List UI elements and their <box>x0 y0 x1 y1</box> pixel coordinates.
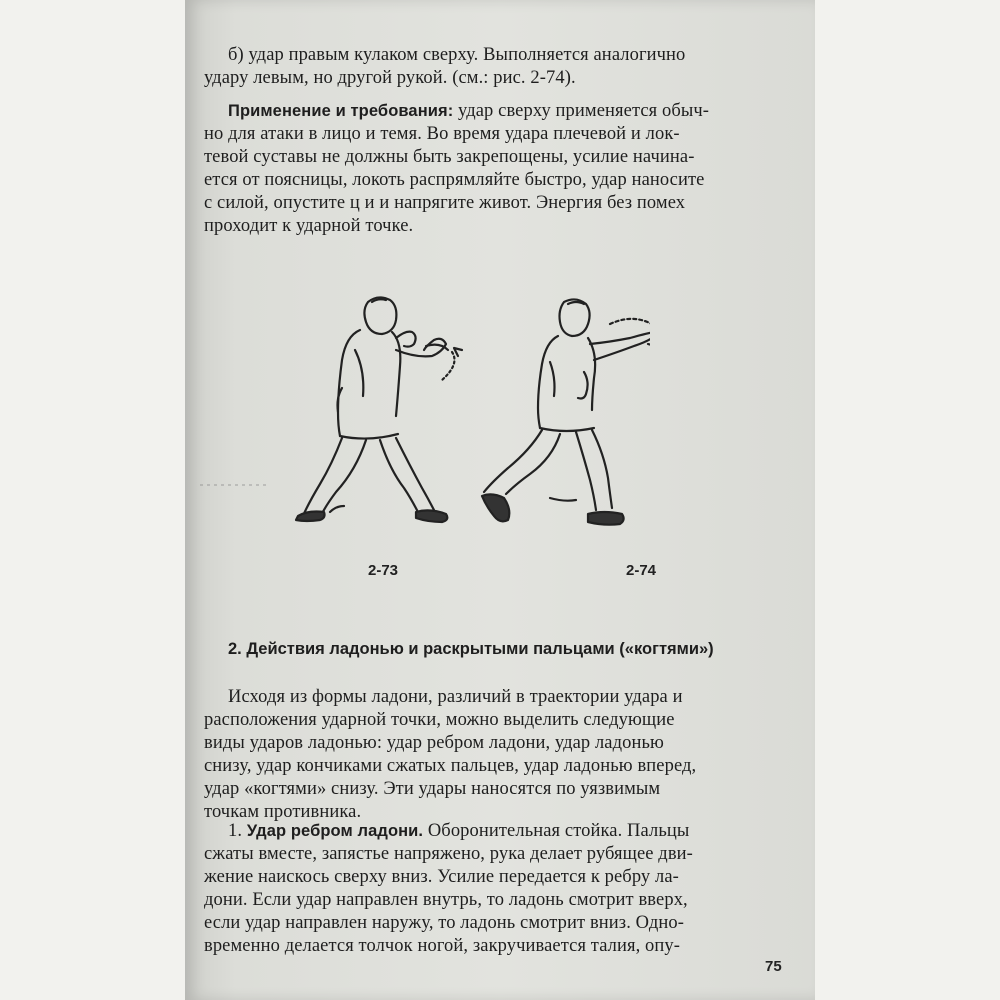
item-1-line-1 <box>228 820 693 843</box>
intro-line: расположения ударной точки, можно выделить следующие <box>204 710 675 730</box>
intro-line: точкам противника. <box>204 802 362 822</box>
paragraph-b-line-2: удару левым, но другой рукой. (см.: рис. 2-74). <box>204 68 576 88</box>
page-number: 75 <box>765 958 782 975</box>
application-line: ется от поясницы, локоть распрямляйте быстро, удар наносите <box>204 170 705 190</box>
item-1-line: временно делается толчок ногой, закручивается талия, опу- <box>204 936 681 956</box>
item-1-prefix: 1. <box>228 821 247 841</box>
item-1-heading: Удар ребром ладони. <box>246 822 424 840</box>
item-1-line: сжаты вместе, запястье напряжено, рука делает рубящее дви- <box>204 844 693 864</box>
application-first-line: удар сверху применяется обыч- <box>453 101 710 121</box>
application-line-1 <box>228 100 709 123</box>
item-1-first-line: Оборонительная стойка. Пальцы <box>423 821 690 841</box>
item-1-paragraph <box>204 820 693 958</box>
paragraph-b <box>204 44 686 90</box>
application-paragraph <box>204 100 709 238</box>
item-1-line: если удар направлен наружу, то ладонь смотрит вниз. Одно- <box>204 913 684 933</box>
application-line: тевой суставы не должны быть закрепощены, усилие начина- <box>204 147 695 167</box>
application-heading: Применение и требования: <box>228 102 454 120</box>
section-heading: 2. Действия ладонью и раскрытыми пальцами («когтями») <box>228 640 714 658</box>
item-1-line: дони. Если удар направлен внутрь, то ладонь смотрит вверх, <box>204 890 688 910</box>
figure-2-73-drawing <box>296 297 462 522</box>
punch-illustrations <box>190 280 650 540</box>
figure-2-74-drawing <box>482 299 650 524</box>
item-1-line: жение наискось сверху вниз. Усилие передается к ребру ла- <box>204 867 679 887</box>
figure-2-73-label: 2-73 <box>368 562 399 579</box>
application-line: проходит к ударной точке. <box>204 216 414 236</box>
intro-line: виды ударов ладонью: удар ребром ладони, удар ладонью <box>204 733 664 753</box>
paragraph-b-line-1: б) удар правым кулаком сверху. Выполняется аналогично <box>228 45 686 65</box>
intro-line: Исходя из формы ладони, различий в траектории удара и <box>228 687 683 707</box>
intro-line: снизу, удар кончиками сжатых пальцев, удар ладонью вперед, <box>204 756 697 776</box>
intro-paragraph <box>204 686 696 824</box>
application-line: но для атаки в лицо и темя. Во время удара плечевой и лок- <box>204 124 680 144</box>
figure-2-74-label: 2-74 <box>626 562 657 579</box>
intro-line: удар «когтями» снизу. Эти удары наносятся по уязвимым <box>204 779 661 799</box>
application-line: с силой, опустите ц и и напрягите живот. Энергия без помех <box>204 193 686 213</box>
